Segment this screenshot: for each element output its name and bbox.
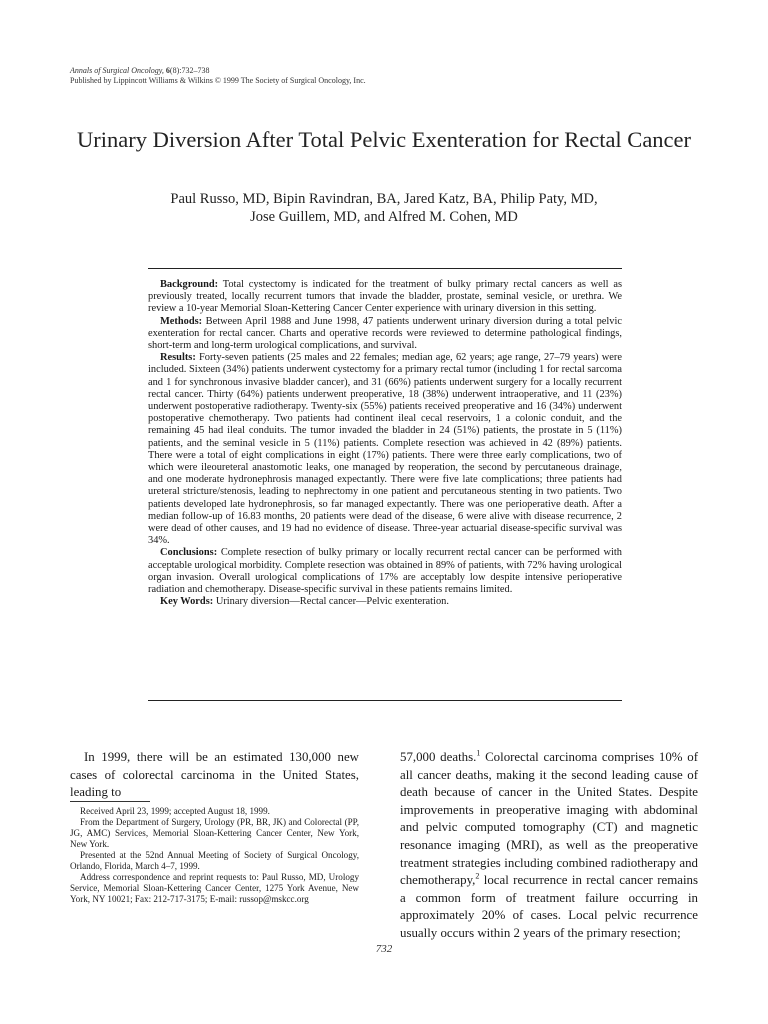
- authors-line-1: Paul Russo, MD, Bipin Ravindran, BA, Jared Katz, BA, Philip Paty, MD,: [170, 191, 598, 207]
- intro-paragraph: In 1999, there will be an estimated 130,000 new cases of colorectal carcinoma in the United States, leading to: [70, 750, 359, 800]
- conclusions-text: Complete resection of bulky primary or locally recurrent rectal cancer can be performed with acceptable urological morbidity. Complete resection was obtained in 89% of patients, with 72% having urological organ invasion. Overall urological complications of 17% are acceptably low despite intensive perioperative radiation and chemotherapy. Disease-specific survival in these patients remains limited.: [148, 547, 622, 596]
- body-column-left: [70, 749, 359, 802]
- journal-header: [70, 66, 366, 86]
- body-text-b: Colorectal carcinoma comprises 10% of all cancer deaths, making it the second leading cause of death because of cancer in the United States. Despite improvements in preoperative imaging with abdominal and pelvic computed tomography (CT) and magnetic resonance imaging (MRI), as well as the preoperative treatment strategies including combined radiotherapy and chemotherapy,: [400, 750, 698, 888]
- footnote-affiliation: From the Department of Surgery, Urology (PR, BR, JK) and Colorectal (PP, JG, AMC) Services, Memorial Sloan-Kettering Cancer Center, New York, New York.: [70, 817, 359, 849]
- reference-2[interactable]: 2: [475, 871, 480, 881]
- article-title: Urinary Diversion After Total Pelvic Exenteration for Rectal Cancer: [76, 127, 692, 152]
- results-text: Forty-seven patients (25 males and 22 females; median age, 62 years; age range, 27–79 years) were included. Sixteen (34%) patients underwent cystectomy for a primary rectal tumor (including 1 for rectal sarcoma and 1 for synchronous invasive bladder cancer), and 31 (66%) patients underwent surgery for a locally recurrent rectal cancer. Thirty (64%) patients underwent preoperative, 18 (38%) underwent intraoperative, and 11 (23%) underwent postoperative radiotherapy. Twenty-six (55%) patients received preoperative and 16 (34%) underwent postoperative chemotherapy. Two patients had continent ileal cecal reservoirs, 1 a colonic conduit, and the remaining 45 had ileal conduits. The tumor invaded the bladder in 24 (51%) patients, the prostate in 5 (11%) patients, and the seminal vesicle in 5 (11%) patients. Complete resection was achieved in 42 (89%) patients. There were a total of eight complications in eight (17%) patients. There were three early complications, two of which were ileoureteral anastomotic leaks, one managed by reoperation, the second by percutaneous drainage, and one moderate hydronephrosis managed expectantly. There were five late complications; three patients had ureteral stricture/stenosis, leading to nephrectomy in one patient and percutaneous stenting in two patients. Two patients developed late hydronephrosis, so far managed expectantly. There was one perioperative death. After a median follow-up of 16.83 months, 20 patients were dead of the disease, 6 were alive with disease recurrence, 2 were dead of other causes, and 19 had no evidence of disease. Three-year actuarial disease-specific survival was 34%.: [148, 352, 622, 547]
- reference-1[interactable]: 1: [476, 748, 481, 758]
- footnote-rule: [70, 801, 150, 802]
- journal-volume: 6: [165, 66, 170, 75]
- journal-name: Annals of Surgical Oncology,: [70, 66, 164, 75]
- conclusions-label: Conclusions:: [160, 547, 218, 559]
- footnote-presented: Presented at the 52nd Annual Meeting of Society of Surgical Oncology, Orlando, Florida, March 4–7, 1999.: [70, 850, 359, 871]
- footnotes: [70, 806, 359, 905]
- journal-issue-pages: (8):732–738: [169, 66, 210, 75]
- abstract-conclusions: [148, 547, 622, 596]
- abstract-top-rule: [148, 268, 622, 269]
- footnote-received: Received April 23, 1999; accepted August 18, 1999.: [80, 806, 270, 816]
- abstract-keywords: [148, 596, 622, 608]
- body-paragraph-continued: [400, 749, 698, 943]
- authors-line-2: Jose Guillem, MD, and Alfred M. Cohen, MD: [250, 209, 518, 225]
- journal-citation: [70, 66, 366, 76]
- abstract-bottom-rule: [148, 700, 622, 701]
- abstract-background: [148, 279, 622, 316]
- results-label: Results:: [160, 352, 196, 364]
- keywords-text: Urinary diversion—Rectal cancer—Pelvic exenteration.: [213, 596, 449, 608]
- author-list: [70, 190, 698, 226]
- body-text-c: local recurrence in rectal cancer remains a common form of treatment failure occurring in approximately 20% of cases. Local pelvic recurrence usually occurs within 2 years of the primary resection;: [400, 873, 698, 940]
- methods-text: Between April 1988 and June 1998, 47 patients underwent urinary diversion during a total pelvic exenteration for rectal cancer. Charts and operative records were reviewed to determine pathological findings, short-term and long-term urological complications, and survival.: [148, 315, 622, 352]
- publisher-line: Published by Lippincott Williams & Wilkins © 1999 The Society of Surgical Oncology, Inc.: [70, 76, 366, 85]
- body-text-a: 57,000 deaths.: [400, 750, 477, 764]
- background-label: Background:: [160, 279, 219, 290]
- methods-label: Methods:: [160, 315, 203, 327]
- abstract-results: [148, 352, 622, 547]
- footnote-correspondence: Address correspondence and reprint requests to: Paul Russo, MD, Urology Service, Memorial Sloan-Kettering Cancer Center, 1275 York Avenue, New York, NY 10021; Fax: 212-717-3175; E-mail: russop@mskcc.org: [70, 872, 359, 904]
- abstract: [148, 279, 622, 608]
- abstract-methods: [148, 316, 622, 353]
- page-number: 732: [375, 943, 393, 955]
- keywords-label: Key Words:: [160, 596, 214, 608]
- body-column-right: [400, 749, 698, 943]
- background-text: Total cystectomy is indicated for the treatment of bulky primary rectal cancers as well as previously treated, locally recurrent tumors that invade the bladder, prostate, seminal vesicle, or urethra. We review a 10-year Memorial Sloan-Kettering Cancer Center experience with urinary diversion in this setting.: [148, 279, 622, 315]
